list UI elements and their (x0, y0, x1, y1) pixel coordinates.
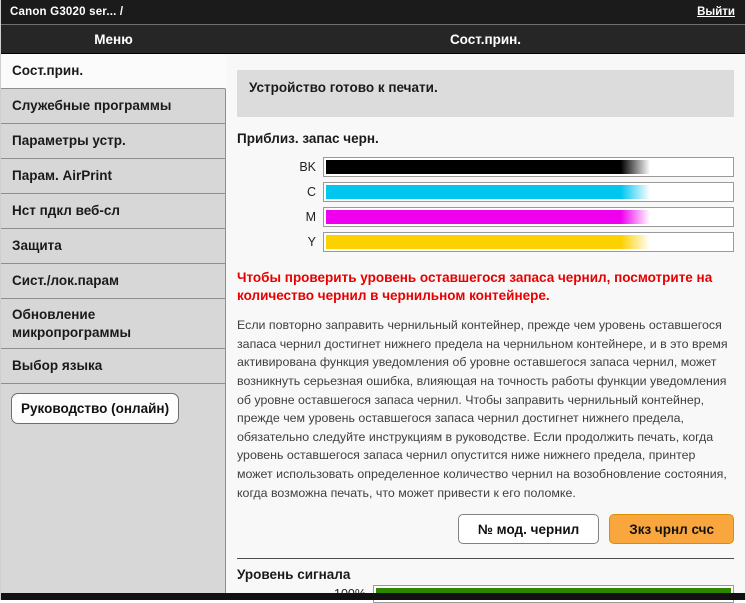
menu-header: Меню (94, 31, 133, 47)
ink-label-y: Y (307, 235, 316, 249)
online-manual-button[interactable]: Руководство (онлайн) (11, 393, 179, 424)
ink-bar-c (323, 182, 734, 202)
action-buttons-row (237, 514, 734, 544)
sidebar-filler (1, 384, 226, 593)
sidebar-item-web-service-setup[interactable]: Нст пдкл веб-сл (1, 194, 226, 229)
footer-bar (1, 593, 745, 600)
ink-row-c (237, 182, 734, 202)
printer-status-panel (226, 54, 745, 593)
logout-link[interactable]: Выйти (697, 6, 735, 18)
ink-bar-y (323, 232, 734, 252)
ink-label-m: M (305, 210, 316, 224)
ink-label-c: C (306, 185, 316, 199)
sidebar-menu (1, 54, 226, 593)
top-bar (1, 0, 745, 25)
ink-fill-y (326, 235, 650, 249)
ink-refill-notice: Если повторно заправить чернильный контейнер, прежде чем уровень оставшегося запаса чернил достигнет нижнего предела на чернильном контейнере, и в это время активирована функция уведомления об уровне оставшегося запаса чернил, может возникнуть серьезная ошибка, влияющая на точность работы функции уведомления об уровне оставшегося запаса чернил. Чтобы заправить чернильный контейнер, прежде чем уровень оставшегося запаса чернил достигнет нижнего предела, обязательно следуйте инструкциям в руководстве. Если продолжить печать, когда уровень оставшегося запаса чернил опустится ниже нижнего предела, принтер может использовать определенное количество чернил на возобновление состояния, когда возможна печать, что может привести к его поломке. (237, 318, 728, 500)
ink-label-bk: BK (299, 160, 316, 174)
section-divider (237, 558, 734, 559)
ink-bar-m (323, 207, 734, 227)
ink-fill-c (326, 185, 650, 199)
ink-row-bk (237, 157, 734, 177)
body-area (1, 54, 745, 593)
sidebar-item-system-settings[interactable]: Сист./лок.парам (1, 264, 226, 299)
header-row (1, 25, 745, 54)
printer-model-title: Canon G3020 ser... / (10, 6, 124, 18)
ink-bar-bk (323, 157, 734, 177)
printer-status-message: Устройство готово к печати. (237, 70, 734, 117)
sidebar-item-utilities[interactable]: Служебные программы (1, 89, 226, 124)
ink-row-y (237, 232, 734, 252)
page-title: Сост.прин. (449, 31, 522, 47)
sidebar-item-language-selection[interactable]: Выбор языка (1, 349, 226, 384)
ink-section-title: Приблиз. запас черн. (237, 131, 379, 146)
ink-level-table (237, 157, 734, 252)
ink-fill-bk (326, 160, 650, 174)
sidebar-item-airprint-settings[interactable]: Парам. AirPrint (1, 159, 226, 194)
ink-check-warning: Чтобы проверить уровень оставшегося запаса чернил, посмотрите на количество чернил в чернильном контейнере. (237, 270, 713, 303)
order-ink-button[interactable]: Зкз чрнл счс (609, 514, 734, 544)
ink-model-number-button[interactable]: № мод. чернил (458, 514, 599, 544)
sidebar-item-firmware-update[interactable]: Обновление микропрограммы (1, 299, 226, 349)
signal-section-title: Уровень сигнала (237, 567, 351, 583)
sidebar-item-device-settings[interactable]: Параметры устр. (1, 124, 226, 159)
ink-fill-m (326, 210, 650, 224)
sidebar-item-security[interactable]: Защита (1, 229, 226, 264)
sidebar-item-printer-status[interactable]: Сост.прин. (1, 54, 226, 89)
ink-row-m (237, 207, 734, 227)
